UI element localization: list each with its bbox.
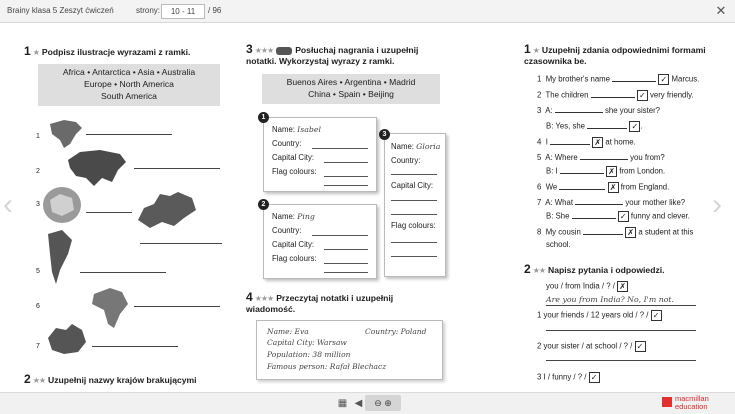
prev-page-icon[interactable]: ‹ (3, 188, 13, 221)
exercise-2-heading: 2 ★★ Uzupełnij nazwy krajów brakującymi (24, 372, 197, 386)
card-badge: 2 (258, 199, 269, 210)
answer-line[interactable] (86, 134, 172, 135)
map-number: 3 (36, 201, 40, 208)
audio-icon[interactable] (276, 47, 292, 55)
check-icon: ✓ (618, 211, 629, 222)
total-pages: / 96 (208, 6, 222, 15)
be-item: 7 A: What your mother like? (537, 198, 686, 207)
answer-line[interactable] (324, 263, 368, 264)
be-item: B: She ✓ funny and clever. (546, 211, 690, 221)
close-icon[interactable]: ✕ (715, 3, 727, 18)
be-item: 2 The children ✓ very friendly. (537, 90, 694, 100)
name-value: Isabel (297, 125, 321, 134)
answer-line[interactable] (324, 185, 368, 186)
handwritten-note: Name: Eva Country: Poland Capital City: Warsaw Population: 38 million Famous person: Rafał Blechacz (256, 320, 443, 380)
star-icon: ★ (532, 46, 539, 55)
page-number-input[interactable]: 10 - 11 (161, 4, 205, 19)
answer-line[interactable] (546, 360, 696, 361)
top-toolbar (0, 0, 735, 23)
cross-icon: ✗ (592, 137, 603, 148)
map-south-america (44, 228, 76, 286)
answer-line[interactable] (312, 148, 368, 149)
pages-label: strony: (136, 6, 161, 15)
exercise-4-heading: 4 ★★★ Przeczytaj notatki i uzupełnij wiadomość. (246, 290, 394, 314)
map-number: 1 (36, 133, 40, 140)
answer-line[interactable] (324, 176, 368, 177)
cross-icon: ✗ (617, 281, 628, 292)
right-exercise-1-heading: 1 ★ Uzupełnij zdania odpowiednimi formami czasownika be. (524, 42, 706, 66)
answer-line[interactable] (391, 256, 437, 257)
check-icon: ✓ (589, 372, 600, 383)
check-icon: ✓ (637, 90, 648, 101)
cross-icon: ✗ (606, 166, 617, 177)
map-australia (44, 322, 88, 358)
be-item: 4 I ✗ at home. (537, 137, 636, 147)
answer-line[interactable] (391, 214, 437, 215)
star-icon: ★ (32, 48, 39, 57)
answer-line[interactable] (546, 330, 696, 331)
map-antarctica (42, 186, 82, 224)
star-icon: ★★ (532, 266, 546, 275)
note-card-2: Name: Ping Country: Capital City: Flag colours: (263, 204, 377, 279)
cross-icon: ✗ (608, 182, 619, 193)
answer-line[interactable] (324, 249, 368, 250)
name-value: Ping (297, 212, 315, 221)
exercise-3-heading: 3 ★★★ Posłuchaj nagrania i uzupełnij notatki. Wykorzystaj wyrazy z ramki. (246, 42, 419, 66)
map-europe (134, 190, 200, 230)
map-asia (66, 148, 128, 190)
answer-line[interactable] (312, 235, 368, 236)
note-card-3: Name: Gloria Country: Capital City: Flag colours: (384, 133, 446, 277)
grid-icon[interactable]: ▦ (337, 398, 348, 409)
check-icon: ✓ (629, 121, 640, 132)
be-item: B: Yes, she ✓ . (546, 121, 643, 131)
be-item: school. (546, 240, 571, 249)
be-item: 5 A: Where you from? (537, 153, 665, 162)
question-2: 2 your sister / at school / ? / ✓ (537, 341, 646, 352)
answer-line[interactable] (92, 346, 178, 347)
answer-line (546, 305, 696, 306)
map-number: 5 (36, 268, 40, 275)
answer-line[interactable] (324, 162, 368, 163)
card-badge: 1 (258, 112, 269, 123)
question-example: you / from India / ? / ✗ (546, 281, 628, 292)
map-africa (88, 286, 130, 330)
example-answer: Are you from India? No, I'm not. (546, 295, 675, 304)
answer-line[interactable] (134, 306, 220, 307)
cross-icon: ✗ (625, 227, 636, 238)
check-icon: ✓ (651, 310, 662, 321)
check-icon: ✓ (658, 74, 669, 85)
question-1: 1 your friends / 12 years old / ? / ✓ (537, 310, 662, 321)
question-3: 3 I / funny / ? / ✓ (537, 372, 600, 383)
be-item: 3 A: she your sister? (537, 106, 661, 115)
macmillan-logo-icon (662, 397, 672, 407)
answer-line[interactable] (140, 243, 222, 244)
map-number: 2 (36, 168, 40, 175)
be-item: B: I ✗ from London. (546, 166, 666, 176)
publisher-logo: macmillan education (675, 394, 709, 411)
be-item: 1 My brother's name ✓ Marcus. (537, 74, 700, 84)
next-page-icon[interactable]: › (712, 188, 722, 221)
answer-line[interactable] (391, 200, 437, 201)
exercise-1-heading: 1 ★ Podpisz ilustracje wyrazami z ramki. (24, 44, 191, 58)
map-number: 7 (36, 343, 40, 350)
be-item: 6 We ✗ from England. (537, 182, 670, 192)
be-item: 8 My cousin ✗ a student at this (537, 227, 694, 237)
answer-line[interactable] (80, 272, 166, 273)
name-value: Gloria (416, 142, 441, 151)
answer-line[interactable] (134, 168, 220, 169)
word-box-continents: Africa • Antarctica • Asia • Australia Europe • North America South America (38, 64, 220, 106)
note-card-1: Name: Isabel Country: Capital City: Flag colours: (263, 117, 377, 192)
answer-line[interactable] (86, 212, 132, 213)
answer-line[interactable] (391, 174, 437, 175)
answer-line[interactable] (391, 242, 437, 243)
right-exercise-2-heading: 2 ★★ Napisz pytania i odpowiedzi. (524, 262, 665, 276)
map-number: 6 (36, 303, 40, 310)
word-box-places: Buenos Aires • Argentina • Madrid China • Spain • Beijing (262, 74, 440, 104)
star-icon: ★★★ (254, 46, 274, 55)
zoom-controls[interactable]: ⊖ ⊕ (365, 395, 401, 411)
map-north-america (46, 118, 86, 150)
star-icon: ★★★ (254, 294, 274, 303)
book-title: Brainy klasa 5 Zeszyt ćwiczeń (7, 6, 114, 15)
check-icon: ✓ (635, 341, 646, 352)
back-icon[interactable]: ◀ (354, 398, 363, 409)
star-icon: ★★ (32, 376, 46, 385)
answer-line[interactable] (324, 272, 368, 273)
bottom-toolbar (0, 392, 735, 414)
card-badge: 3 (379, 129, 390, 140)
